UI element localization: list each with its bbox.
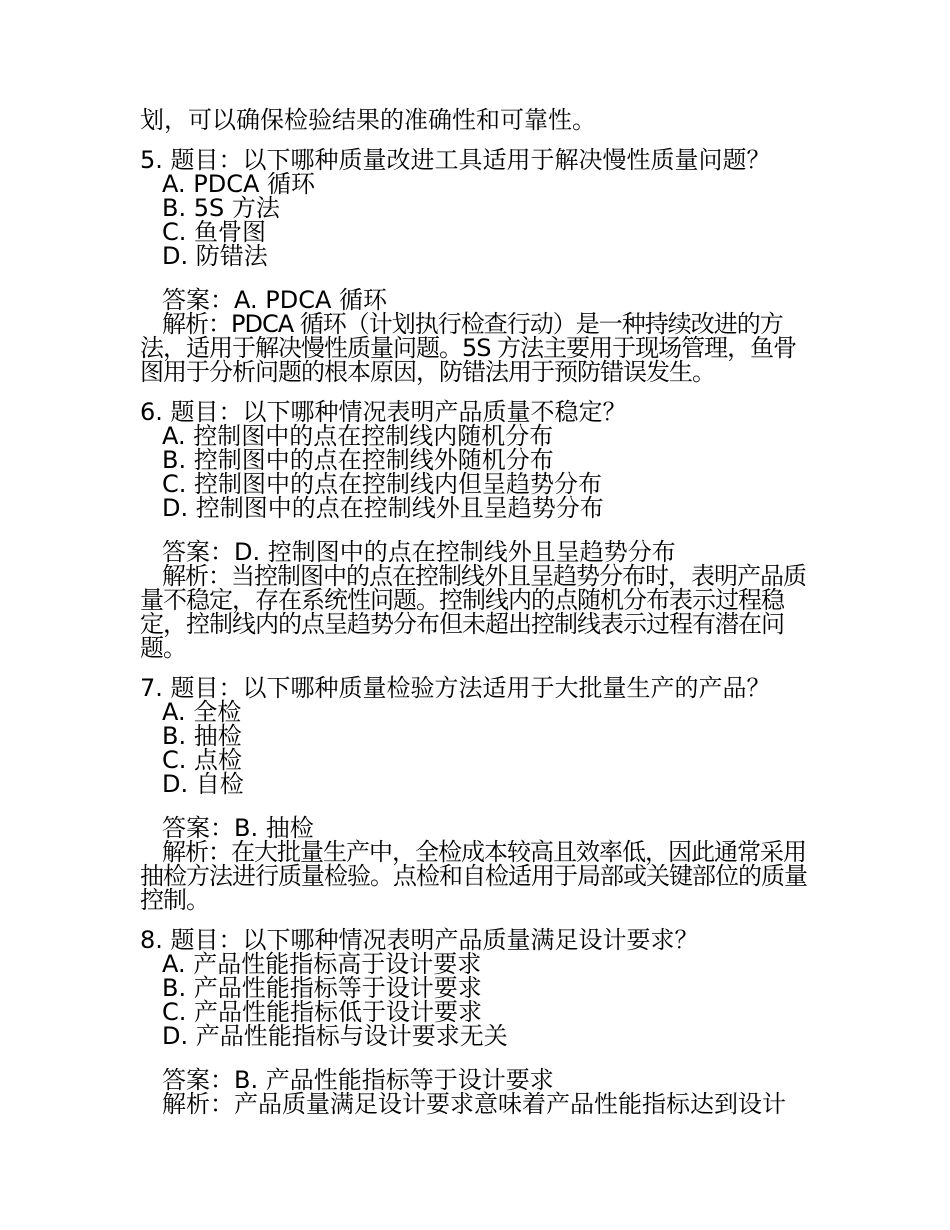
question-block bbox=[140, 148, 812, 384]
option-c: C. 鱼骨图 bbox=[162, 218, 267, 246]
option-b: B. 抽检 bbox=[162, 722, 242, 750]
option-c: C. 控制图中的点在控制线内但呈趋势分布 bbox=[162, 470, 603, 498]
question-title: 6. 题目：以下哪种情况表明产品质量不稳定？ bbox=[140, 398, 627, 426]
question-block bbox=[140, 928, 812, 1116]
option-d: D. 防错法 bbox=[162, 242, 268, 270]
option-a: A. 全检 bbox=[162, 698, 242, 726]
document-page bbox=[140, 108, 812, 1116]
question-title: 8. 题目：以下哪种情况表明产品质量满足设计要求？ bbox=[140, 926, 699, 954]
option-b: B. 5S 方法 bbox=[162, 194, 280, 222]
question-title: 5. 题目：以下哪种质量改进工具适用于解决慢性质量问题？ bbox=[140, 146, 771, 174]
analysis-text: 解析：当控制图中的点在控制线外且呈趋势分布时，表明产品质量不稳定，存在系统性问题。控制线内的点随机分布表示过程稳定，控制线内的点呈趋势分布但未超出控制线表示过程有潜在问题。 bbox=[140, 562, 806, 662]
analysis-text: 解析：产品质量满足设计要求意味着产品性能指标达到设计 bbox=[162, 1090, 786, 1118]
option-d: D. 控制图中的点在控制线外且呈趋势分布 bbox=[162, 494, 604, 522]
intro-tail-text: 划，可以确保检验结果的准确性和可靠性。 bbox=[140, 106, 596, 134]
option-c: C. 点检 bbox=[162, 746, 243, 774]
option-c: C. 产品性能指标低于设计要求 bbox=[162, 998, 483, 1026]
analysis-text: 解析：PDCA 循环（计划执行检查行动）是一种持续改进的方法，适用于解决慢性质量问题。5S 方法主要用于现场管理，鱼骨图用于分析问题的根本原因，防错法用于预防错误发生。 bbox=[140, 310, 797, 386]
answer-text: 答案：B. 抽检 bbox=[162, 814, 314, 842]
question-title: 7. 题目：以下哪种质量检验方法适用于大批量生产的产品？ bbox=[140, 674, 771, 702]
option-d: D. 自检 bbox=[162, 770, 244, 798]
option-a: A. PDCA 循环 bbox=[162, 170, 316, 198]
answer-text: 答案：A. PDCA 循环 bbox=[162, 286, 388, 314]
answer-text: 答案：B. 产品性能指标等于设计要求 bbox=[162, 1066, 554, 1094]
analysis-text: 解析：在大批量生产中，全检成本较高且效率低，因此通常采用抽检方法进行质量检验。点检和自检适用于局部或关键部位的质量控制。 bbox=[140, 838, 807, 914]
option-a: A. 控制图中的点在控制线内随机分布 bbox=[162, 422, 554, 450]
answer-text: 答案：D. 控制图中的点在控制线外且呈趋势分布 bbox=[162, 538, 676, 566]
option-a: A. 产品性能指标高于设计要求 bbox=[162, 950, 482, 978]
question-block bbox=[140, 676, 812, 912]
option-d: D. 产品性能指标与设计要求无关 bbox=[162, 1022, 508, 1050]
option-b: B. 控制图中的点在控制线外随机分布 bbox=[162, 446, 554, 474]
question-block bbox=[140, 400, 812, 660]
option-b: B. 产品性能指标等于设计要求 bbox=[162, 974, 482, 1002]
